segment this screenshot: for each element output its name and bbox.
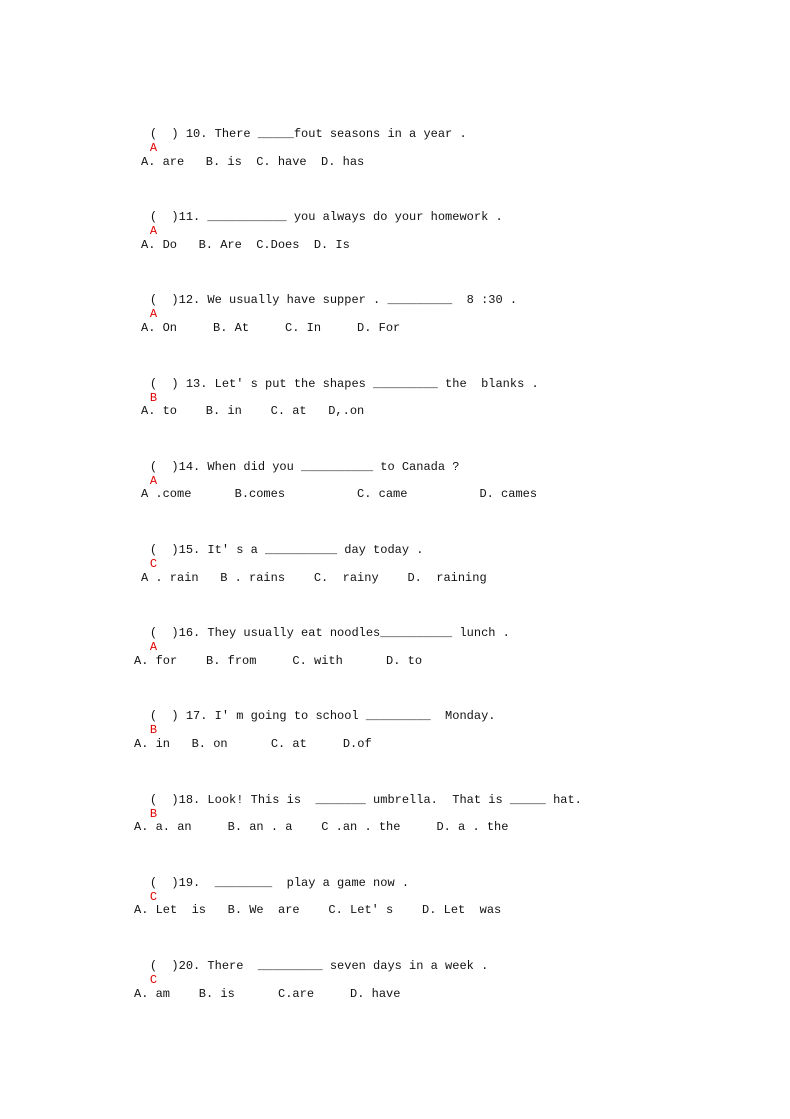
question-13-stem: ( ) 13. Let' s put the shapes _________ the blanks . [149,377,539,391]
question-15-answer: C [149,557,158,571]
question-11-stem: ( )11. ___________ you always do your homework . [149,210,503,224]
question-18-answer: B [149,807,158,821]
question-14-answer: A [149,474,158,488]
question-19-options: A. Let is B. We are C. Let' s D. Let was [134,903,502,917]
question-12-options: A. On B. At C. In D. For [141,321,401,335]
question-18-options: A. a. an B. an . a C .an . the D. a . the [134,820,509,834]
question-15-stem: ( )15. It' s a __________ day today . [149,543,424,557]
question-19-answer: C [149,890,158,904]
question-15-options: A . rain B . rains C. rainy D. raining [141,571,487,585]
question-20-stem: ( )20. There _________ seven days in a week . [149,959,489,973]
question-20-options: A. am B. is C.are D. have [134,987,401,1001]
question-13-options: A. to B. in C. at D,.on [141,404,365,418]
question-17-options: A. in B. on C. at D.of [134,737,372,751]
question-16-options: A. for B. from C. with D. to [134,654,423,668]
question-10-stem: ( ) 10. There _____fout seasons in a year . [149,127,467,141]
question-10-options: A. are B. is C. have D. has [141,155,365,169]
question-10-answer: A [149,141,158,155]
question-16-stem: ( )16. They usually eat noodles__________ lunch . [149,626,510,640]
question-18-stem: ( )18. Look! This is _______ umbrella. That is _____ hat. [149,793,582,807]
question-11-answer: A [149,224,158,238]
question-17-answer: B [149,723,158,737]
question-14-stem: ( )14. When did you __________ to Canada ? [149,460,460,474]
question-12-answer: A [149,307,158,321]
question-13-answer: B [149,391,158,405]
question-17-stem: ( ) 17. I' m going to school _________ Monday. [149,709,496,723]
question-20-answer: C [149,973,158,987]
question-11-options: A. Do B. Are C.Does D. Is [141,238,350,252]
question-16-answer: A [149,640,158,654]
question-12-stem: ( )12. We usually have supper . _________ 8 :30 . [149,293,518,307]
question-19-stem: ( )19. ________ play a game now . [149,876,410,890]
question-14-options: A .come B.comes C. came D. cames [141,487,538,501]
